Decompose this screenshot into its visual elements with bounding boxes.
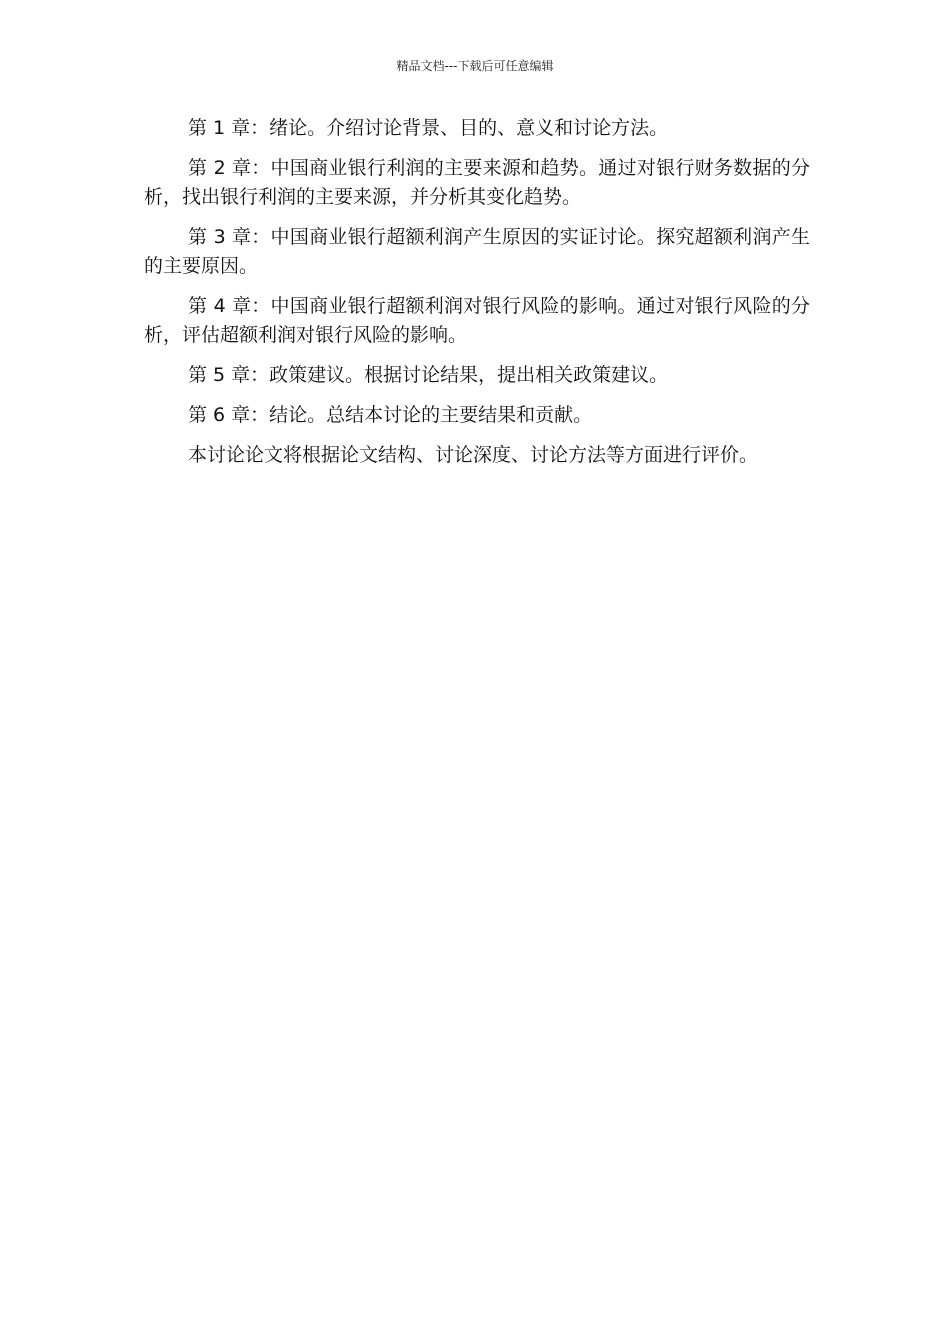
page-header: 精品文档---下载后可任意编辑 — [396, 59, 554, 73]
paragraph-chapter-3: 第 3 章：中国商业银行超额利润产生原因的实证讨论。探究超额利润产生的主要原因。 — [144, 226, 810, 277]
paragraph-chapter-6: 第 6 章：结论。总结本讨论的主要结果和贡献。 — [188, 404, 593, 426]
document-body — [144, 114, 810, 481]
paragraph-chapter-2: 第 2 章：中国商业银行利润的主要来源和趋势。通过对银行财务数据的分析，找出银行利润的主要来源，并分析其变化趋势。 — [144, 157, 810, 208]
paragraph-evaluation: 本讨论论文将根据论文结构、讨论深度、讨论方法等方面进行评价。 — [188, 444, 759, 466]
paragraph-chapter-4: 第 4 章：中国商业银行超额利润对银行风险的影响。通过对银行风险的分析，评估超额利润对银行风险的影响。 — [144, 295, 810, 346]
paragraph-chapter-5: 第 5 章：政策建议。根据讨论结果，提出相关政策建议。 — [188, 364, 669, 386]
paragraph-chapter-1: 第 1 章：绪论。介绍讨论背景、目的、意义和讨论方法。 — [188, 117, 669, 139]
